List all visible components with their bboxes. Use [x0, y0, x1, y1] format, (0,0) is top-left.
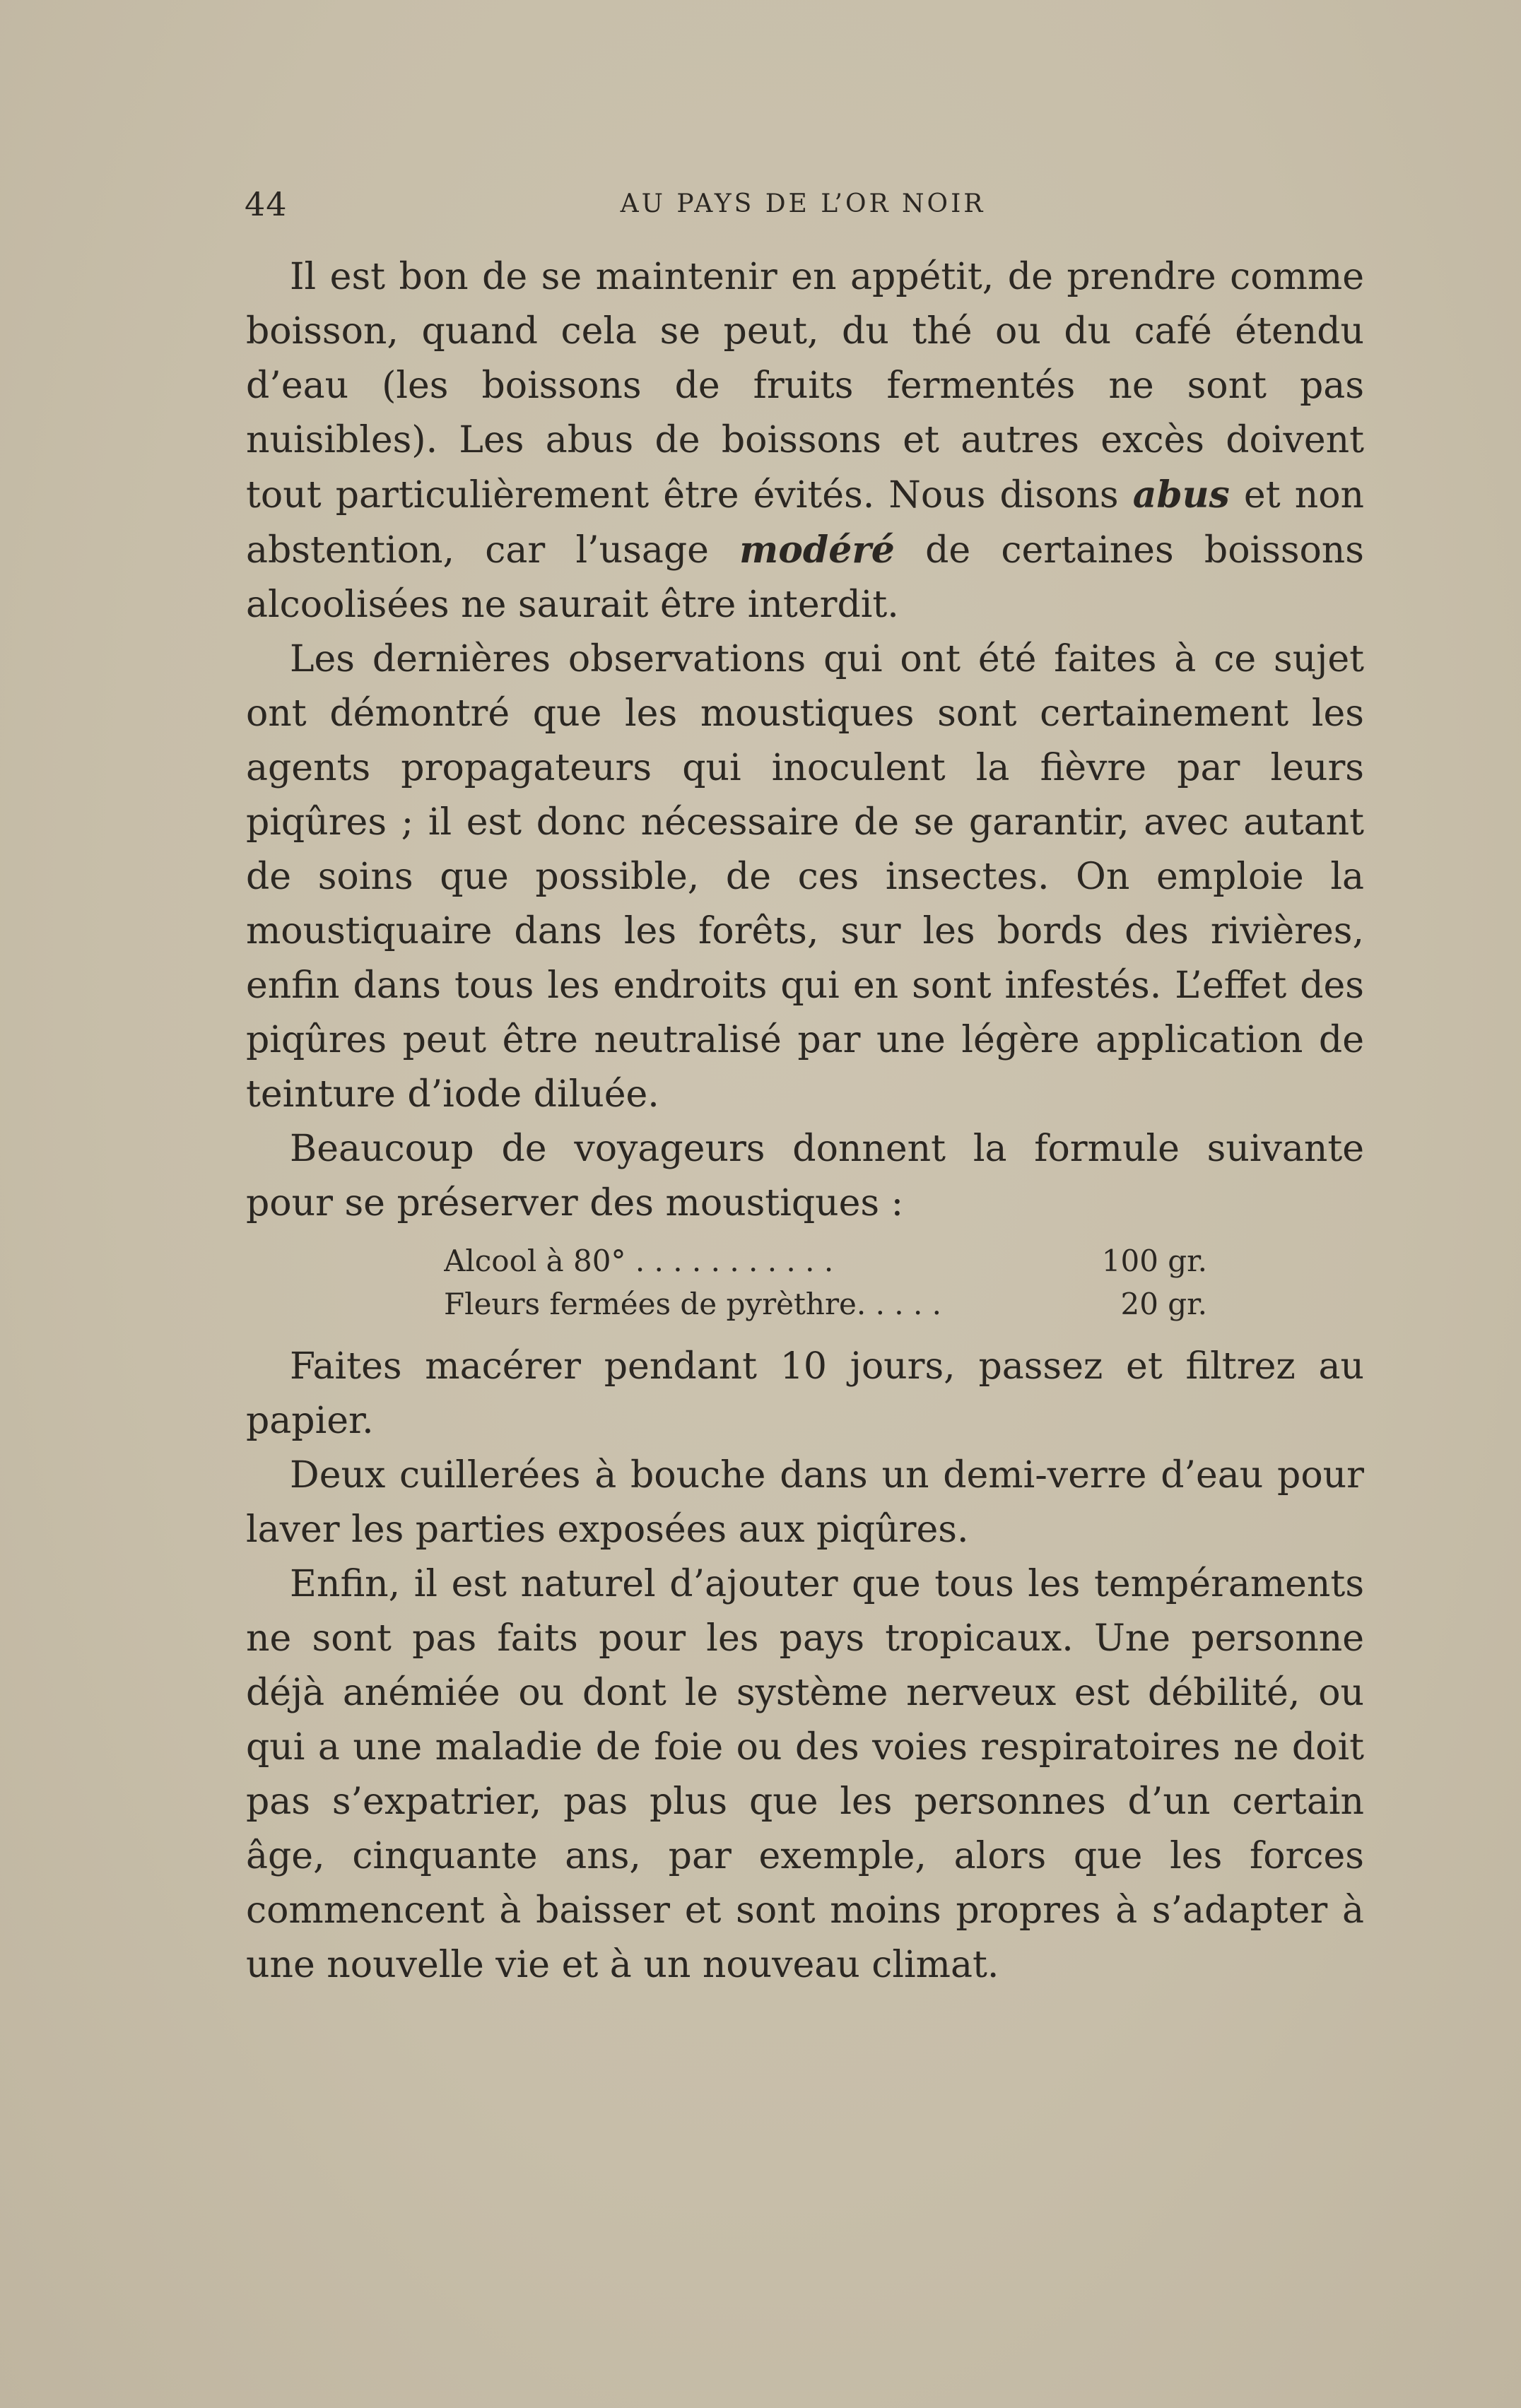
paragraph-6: Enfin, il est naturel d’ajouter que tous les tempéraments ne sont pas faits pour les pays tropicaux. Une personne déjà anémiée ou dont le système nerveux est débilité, ou qui a une maladie de foie ou des voies respiratoires ne doit pas s’expatrier, pas plus que les personnes d’un certain âge, cinquante ans, par exemple, alors que les forces commencent à baisser et sont moins propres à s’adapter à une nouvelle vie et à un nouveau climat. [246, 1563, 1364, 1986]
recipe-ingredient: Alcool à 80° . . . . . . . . . . . [444, 1244, 834, 1278]
recipe-quantity: 20 gr. [1120, 1287, 1207, 1321]
page-number: 44 [245, 185, 288, 223]
paragraph-5: Deux cuillerées à bouche dans un demi-verre d’eau pour laver les parties exposées aux piqûres. [246, 1454, 1364, 1551]
emphasis-abus: abus [1132, 473, 1230, 517]
paragraph-1 [246, 250, 1364, 632]
paragraph-1-part-c: de certaines boissons alcoolisées ne saurait être interdit. [246, 529, 1364, 626]
paragraph-4: Faites macérer pendant 10 jours, passez et filtrez au papier. [246, 1345, 1364, 1442]
body-text [246, 250, 1364, 1993]
recipe-list [444, 1239, 1207, 1326]
recipe-quantity: 100 gr. [1101, 1244, 1207, 1278]
recipe-row [444, 1282, 1207, 1326]
emphasis-modere: modéré [739, 529, 895, 572]
running-title: AU PAYS DE L’OR NOIR [620, 189, 986, 218]
recipe-ingredient: Fleurs fermées de pyrèthre. . . . . [444, 1287, 942, 1321]
paragraph-3: Beaucoup de voyageurs donnent la formule suivante pour se préserver des moustiques : [246, 1128, 1364, 1224]
paragraph-1-part-b: et non abstention, car l’usage [246, 474, 1364, 572]
paragraph-2: Les dernières observations qui ont été faites à ce sujet ont démontré que les moustiques sont certainement les agents propagateurs qui inoculent la fièvre par leurs piqûres ; il est donc nécessaire de se garantir, avec autant de soins que possible, de ces insectes. On emploie la moustiquaire dans les forêts, sur les bords des rivières, enfin dans tous les endroits qui en sont infestés. L’effet des piqûres peut être neutralisé par une légère application de teinture d’iode diluée. [246, 638, 1364, 1116]
page-header [245, 185, 1361, 228]
paragraph-1-part-a: Il est bon de se maintenir en appétit, de prendre comme boisson, quand cela se peut, du thé ou du café étendu d’eau (les boissons de fruits fermentés ne sont pas nuisibles). Les abus de boissons et autres excès doivent tout particulièrement être évités. Nous disons [246, 256, 1364, 517]
recipe-row [444, 1239, 1207, 1282]
